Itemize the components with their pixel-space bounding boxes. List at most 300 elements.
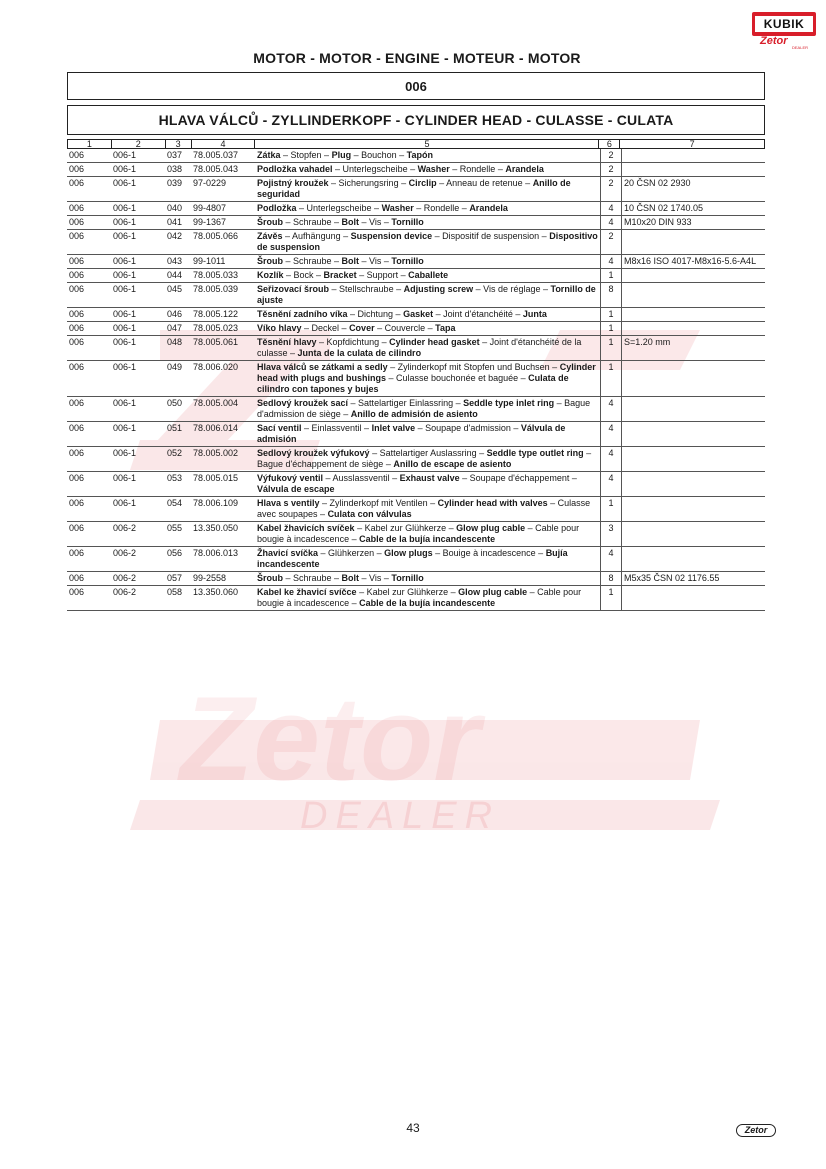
- part-number-cell: 99-1011: [193, 256, 226, 266]
- description-en: Exhaust valve: [399, 473, 460, 483]
- table-row: [67, 572, 765, 586]
- position-cell: 037: [167, 150, 183, 160]
- position-cell: 053: [167, 473, 183, 483]
- part-number-cell: 99-2558: [193, 573, 227, 583]
- kubik-logo-text: KUBIK: [755, 16, 813, 32]
- table-row: [67, 230, 765, 255]
- description-cz: Podložka vahadel: [257, 164, 333, 174]
- table-row: [67, 361, 765, 397]
- description-de: – Sicherungsring –: [328, 178, 409, 188]
- table-row: [67, 472, 765, 497]
- description-cz: Kabel ke žhavicí svíčce: [257, 587, 357, 597]
- subgroup-cell: 006-2: [113, 587, 137, 597]
- description-fr: – Joint d'étanchéité de la culasse –: [257, 337, 582, 358]
- note-cell: [621, 472, 765, 496]
- table-row: [67, 522, 765, 547]
- group-cell: 006: [69, 217, 85, 227]
- position-cell: 038: [167, 164, 183, 174]
- group-cell: 006: [69, 178, 85, 188]
- table-row: [67, 202, 765, 216]
- position-cell: 044: [167, 270, 183, 280]
- description-cell: [255, 177, 600, 201]
- group-cell: 006: [69, 398, 85, 408]
- description-es: Válvula de escape: [257, 484, 335, 494]
- subgroup-cell: 006-2: [113, 573, 137, 583]
- description-cell: [255, 472, 600, 496]
- position-cell: 041: [167, 217, 183, 227]
- group-code: 006: [67, 72, 765, 100]
- table-body: [67, 149, 765, 611]
- column-header: 4: [192, 140, 256, 148]
- table-row: [67, 216, 765, 230]
- quantity-cell: 4: [600, 397, 621, 421]
- column-header: 2: [112, 140, 166, 148]
- description-de: – Zylinderkopf mit Stopfen und Buchsen –: [387, 362, 560, 372]
- description-es: Caballete: [408, 270, 449, 280]
- description-es: Tapón: [406, 150, 433, 160]
- note-cell: [621, 547, 765, 571]
- position-cell: 040: [167, 203, 183, 213]
- subgroup-cell: 006-1: [113, 178, 137, 188]
- note-cell: [621, 361, 765, 396]
- position-cell: 058: [167, 587, 183, 597]
- subgroup-cell: 006-1: [113, 164, 137, 174]
- part-number-cell: 78.005.023: [193, 323, 239, 333]
- group-cell: 006: [69, 203, 85, 213]
- description-en: Inlet valve: [371, 423, 416, 433]
- description-de: – Stellschraube –: [329, 284, 404, 294]
- quantity-cell: 1: [600, 269, 621, 282]
- description-cell: [255, 447, 600, 471]
- group-cell: 006: [69, 284, 85, 294]
- description-de: – Schraube –: [283, 256, 342, 266]
- note-cell: [621, 422, 765, 446]
- table-row: [67, 586, 765, 611]
- description-cell: [255, 497, 600, 521]
- description-cz: Sedlový kroužek výfukový: [257, 448, 370, 458]
- description-de: – Kabel zur Glühkerze –: [354, 523, 457, 533]
- position-cell: 056: [167, 548, 183, 558]
- group-cell: 006: [69, 573, 85, 583]
- subgroup-cell: 006-1: [113, 448, 137, 458]
- note-cell: [621, 230, 765, 254]
- part-number-cell: 78.005.004: [193, 398, 239, 408]
- subgroup-cell: 006-1: [113, 362, 137, 372]
- description-fr: – Support –: [356, 270, 409, 280]
- description-cz: Výfukový ventil: [257, 473, 324, 483]
- part-number-cell: 78.006.109: [193, 498, 239, 508]
- description-de: – Sattelartiger Einlassring –: [348, 398, 464, 408]
- position-cell: 057: [167, 573, 183, 583]
- subgroup-cell: 006-1: [113, 498, 137, 508]
- part-number-cell: 99-4807: [193, 203, 227, 213]
- group-cell: 006: [69, 473, 85, 483]
- group-cell: 006: [69, 150, 85, 160]
- description-cell: [255, 202, 600, 215]
- table-row: [67, 336, 765, 361]
- position-cell: 050: [167, 398, 183, 408]
- quantity-cell: 1: [600, 308, 621, 321]
- part-number-cell: 78.006.013: [193, 548, 239, 558]
- description-cell: [255, 361, 600, 396]
- position-cell: 055: [167, 523, 183, 533]
- table-row: [67, 149, 765, 163]
- description-fr: – Soupape d'admission –: [415, 423, 521, 433]
- subgroup-cell: 006-1: [113, 231, 137, 241]
- kubik-zetor-logo: [752, 12, 816, 48]
- description-fr: – Vis –: [359, 256, 392, 266]
- zetor-logo-text: Zetor: [760, 35, 788, 47]
- description-es: Junta de la culata de cilindro: [297, 348, 422, 358]
- description-de: – Dichtung –: [347, 309, 404, 319]
- note-cell: [621, 322, 765, 335]
- description-cz: Kozlík: [257, 270, 284, 280]
- description-cz: Pojistný kroužek: [257, 178, 329, 188]
- subgroup-cell: 006-1: [113, 150, 137, 160]
- description-cz: Šroub: [257, 256, 283, 266]
- part-number-cell: 78.005.033: [193, 270, 239, 280]
- description-de: – Stopfen –: [280, 150, 332, 160]
- quantity-cell: 4: [600, 547, 621, 571]
- quantity-cell: 4: [600, 447, 621, 471]
- group-cell: 006: [69, 423, 85, 433]
- description-cell: [255, 269, 600, 282]
- part-number-cell: 78.006.020: [193, 362, 239, 372]
- description-cell: [255, 216, 600, 229]
- zetor-footer-logo: Zetor: [736, 1124, 776, 1137]
- description-en: Glow plugs: [384, 548, 433, 558]
- description-de: – Einlassventil –: [301, 423, 372, 433]
- table-row: [67, 397, 765, 422]
- group-cell: 006: [69, 256, 85, 266]
- description-en: Seddle type inlet ring: [463, 398, 555, 408]
- table-row: [67, 269, 765, 283]
- part-number-cell: 97-0229: [193, 178, 227, 188]
- note-cell: [621, 149, 765, 162]
- description-cz: Sací ventil: [257, 423, 302, 433]
- description-de: – Schraube –: [283, 217, 342, 227]
- description-cell: [255, 397, 600, 421]
- description-cell: [255, 308, 600, 321]
- table-row: [67, 497, 765, 522]
- note-cell: [621, 163, 765, 176]
- column-header: 7: [689, 139, 695, 149]
- description-en: Circlip: [408, 178, 437, 188]
- column-header: 1: [68, 140, 112, 148]
- subgroup-cell: 006-1: [113, 398, 137, 408]
- description-fr: – Rondelle –: [449, 164, 506, 174]
- description-cz: Hlava s ventily: [257, 498, 320, 508]
- description-en: Cover: [349, 323, 375, 333]
- note-cell: [621, 586, 765, 610]
- description-de: – Deckel –: [301, 323, 350, 333]
- description-es: Tornillo: [391, 256, 424, 266]
- note-cell: [621, 397, 765, 421]
- watermark-zetor-text: Zetor: [180, 672, 480, 806]
- description-de: – Kopfdichtung –: [316, 337, 390, 347]
- description-cell: [255, 163, 600, 176]
- description-cell: [255, 322, 600, 335]
- description-fr: – Couvercle –: [374, 323, 436, 333]
- subgroup-cell: 006-1: [113, 423, 137, 433]
- description-en: Bolt: [341, 217, 360, 227]
- description-cell: [255, 230, 600, 254]
- description-cz: Hlava válců se zátkami a sedly: [257, 362, 388, 372]
- subgroup-cell: 006-1: [113, 256, 137, 266]
- description-fr: – Cable pour bougie à incadescence –: [257, 587, 582, 608]
- group-cell: 006: [69, 231, 85, 241]
- quantity-cell: 3: [600, 522, 621, 546]
- description-fr: – Bouchon –: [351, 150, 407, 160]
- description-fr: – Bouige à incadescence –: [432, 548, 546, 558]
- table-row: [67, 322, 765, 336]
- note-cell: M5x35 ČSN 02 1176.55: [621, 572, 765, 585]
- description-fr: – Anneau de retenue –: [436, 178, 533, 188]
- description-en: Cylinder head with valves: [437, 498, 548, 508]
- description-es: Arandela: [469, 203, 508, 213]
- description-fr: – Bague d'admission de siège –: [257, 398, 591, 419]
- quantity-cell: 1: [600, 322, 621, 335]
- description-fr: – Vis –: [359, 573, 392, 583]
- description-de: – Bock –: [283, 270, 324, 280]
- description-cz: Závěs: [257, 231, 283, 241]
- description-cz: Těsnění hlavy: [257, 337, 317, 347]
- description-cz: Sedlový kroužek sací: [257, 398, 349, 408]
- quantity-cell: 4: [600, 202, 621, 215]
- description-cell: [255, 149, 600, 162]
- quantity-cell: 2: [600, 177, 621, 201]
- note-cell: [621, 497, 765, 521]
- column-header: 3: [166, 140, 192, 148]
- group-cell: 006: [69, 164, 85, 174]
- description-en: Adjusting screw: [403, 284, 474, 294]
- description-en: Suspension device: [350, 231, 433, 241]
- note-cell: [621, 447, 765, 471]
- description-es: Bujía incandescente: [257, 548, 568, 569]
- part-number-cell: 78.005.015: [193, 473, 239, 483]
- position-cell: 048: [167, 337, 183, 347]
- description-es: Anillo de admisión de asiento: [350, 409, 478, 419]
- page-number: 43: [406, 1121, 420, 1135]
- position-cell: 045: [167, 284, 183, 294]
- description-fr: – Rondelle –: [413, 203, 470, 213]
- description-fr: – Joint d'étanchéité –: [433, 309, 523, 319]
- quantity-cell: 2: [600, 230, 621, 254]
- part-number-cell: 13.350.060: [193, 587, 239, 597]
- quantity-cell: 1: [600, 336, 621, 360]
- description-de: – Aufhängung –: [282, 231, 351, 241]
- description-de: – Unterlegscheibe –: [332, 164, 418, 174]
- table-row: [67, 177, 765, 202]
- description-cell: [255, 547, 600, 571]
- description-en: Glow plug cable: [458, 587, 528, 597]
- description-en: Washer: [381, 203, 414, 213]
- description-en: Bracket: [323, 270, 357, 280]
- note-cell: M8x16 ISO 4017-M8x16-5.6-A4L: [621, 255, 765, 268]
- description-en: Seddle type outlet ring: [486, 448, 584, 458]
- subgroup-cell: 006-2: [113, 523, 137, 533]
- subgroup-cell: 006-1: [113, 473, 137, 483]
- quantity-cell: 1: [600, 497, 621, 521]
- description-es: Tornillo: [391, 217, 424, 227]
- note-cell: 10 ČSN 02 1740.05: [621, 202, 765, 215]
- description-es: Junta: [522, 309, 547, 319]
- note-cell: [621, 269, 765, 282]
- table-row: [67, 447, 765, 472]
- position-cell: 046: [167, 309, 183, 319]
- subgroup-cell: 006-1: [113, 270, 137, 280]
- quantity-cell: 1: [600, 361, 621, 396]
- description-fr: – Dispositif de suspension –: [432, 231, 550, 241]
- quantity-cell: 1: [600, 586, 621, 610]
- table-header: [67, 139, 765, 149]
- group-cell: 006: [69, 587, 85, 597]
- part-number-cell: 78.005.039: [193, 284, 239, 294]
- position-cell: 043: [167, 256, 183, 266]
- description-cz: Žhavicí svíčka: [257, 548, 319, 558]
- section-title: MOTOR - MOTOR - ENGINE - MOTEUR - MOTOR: [253, 50, 581, 66]
- note-cell: [621, 522, 765, 546]
- description-fr: – Culasse bouchonée et baguée –: [386, 373, 529, 383]
- group-title: HLAVA VÁLCŮ - ZYLLINDERKOPF - CYLINDER HEAD - CULASSE - CULATA: [67, 105, 765, 135]
- group-cell: 006: [69, 448, 85, 458]
- description-cell: [255, 522, 600, 546]
- description-cz: Víko hlavy: [257, 323, 302, 333]
- position-cell: 047: [167, 323, 183, 333]
- parts-table: [67, 139, 765, 611]
- note-cell: [621, 308, 765, 321]
- position-cell: 054: [167, 498, 183, 508]
- description-en: Bolt: [341, 573, 360, 583]
- subgroup-cell: 006-1: [113, 284, 137, 294]
- description-en: Washer: [417, 164, 450, 174]
- description-es: Válvula de admisión: [257, 423, 566, 444]
- column-header: 6: [599, 140, 620, 148]
- description-es: Culata de cilindro con tapones y bujes: [257, 373, 569, 394]
- group-cell: 006: [69, 498, 85, 508]
- table-row: [67, 283, 765, 308]
- note-cell: S=1.20 mm: [621, 336, 765, 360]
- description-en: Bolt: [341, 256, 360, 266]
- description-en: Plug: [331, 150, 352, 160]
- description-es: Tornillo de ajuste: [257, 284, 596, 305]
- part-number-cell: 78.005.122: [193, 309, 239, 319]
- description-de: – Zylinderkopf mit Ventilen –: [319, 498, 438, 508]
- part-number-cell: 78.005.037: [193, 150, 239, 160]
- subgroup-cell: 006-1: [113, 203, 137, 213]
- description-en: Gasket: [403, 309, 434, 319]
- position-cell: 051: [167, 423, 183, 433]
- description-de: – Kabel zur Glühkerze –: [356, 587, 459, 597]
- quantity-cell: 4: [600, 472, 621, 496]
- table-row: [67, 255, 765, 269]
- group-cell: 006: [69, 523, 85, 533]
- part-number-cell: 78.005.002: [193, 448, 239, 458]
- quantity-cell: 8: [600, 283, 621, 307]
- table-row: [67, 422, 765, 447]
- description-cz: Těsnění zadního víka: [257, 309, 348, 319]
- description-cell: [255, 422, 600, 446]
- quantity-cell: 2: [600, 163, 621, 176]
- description-fr: – Culasse avec soupapes –: [257, 498, 591, 519]
- description-de: – Sattelartiger Auslassring –: [369, 448, 487, 458]
- description-es: Anillo de seguridad: [257, 178, 571, 199]
- quantity-cell: 4: [600, 255, 621, 268]
- description-cz: Kabel žhavicích svíček: [257, 523, 355, 533]
- group-cell: 006: [69, 270, 85, 280]
- description-en: Cylinder head gasket: [389, 337, 480, 347]
- part-number-cell: 78.006.014: [193, 423, 239, 433]
- description-es: Culata con válvulas: [327, 509, 412, 519]
- description-es: Cable de la bujía incandescente: [359, 534, 496, 544]
- description-cell: [255, 255, 600, 268]
- description-en: Glow plug cable: [456, 523, 526, 533]
- group-cell: 006: [69, 548, 85, 558]
- group-cell: 006: [69, 309, 85, 319]
- description-es: Cable de la bujía incandescente: [359, 598, 496, 608]
- quantity-cell: 4: [600, 216, 621, 229]
- position-cell: 049: [167, 362, 183, 372]
- subgroup-cell: 006-1: [113, 323, 137, 333]
- description-cz: Šroub: [257, 217, 283, 227]
- note-cell: [621, 283, 765, 307]
- part-number-cell: 13.350.050: [193, 523, 239, 533]
- description-es: Arandela: [505, 164, 544, 174]
- position-cell: 042: [167, 231, 183, 241]
- subgroup-cell: 006-1: [113, 337, 137, 347]
- part-number-cell: 78.005.061: [193, 337, 239, 347]
- part-number-cell: 78.005.043: [193, 164, 239, 174]
- table-row: [67, 163, 765, 177]
- subgroup-cell: 006-2: [113, 548, 137, 558]
- quantity-cell: 4: [600, 422, 621, 446]
- description-de: – Ausslassventil –: [323, 473, 400, 483]
- column-header: 5: [255, 140, 599, 148]
- description-fr: – Cable pour bougie à incadescence –: [257, 523, 580, 544]
- description-cell: [255, 572, 600, 585]
- watermark-dealer-text: DEALER: [300, 795, 501, 837]
- description-cz: Seřizovací šroub: [257, 284, 330, 294]
- subgroup-cell: 006-1: [113, 309, 137, 319]
- description-en: Cylinder head with plugs and bushings: [257, 362, 596, 383]
- table-row: [67, 308, 765, 322]
- description-fr: – Vis –: [359, 217, 392, 227]
- dealer-logo-text: DEALER: [792, 45, 809, 50]
- description-de: – Glühkerzen –: [318, 548, 385, 558]
- quantity-cell: 2: [600, 149, 621, 162]
- position-cell: 052: [167, 448, 183, 458]
- group-cell: 006: [69, 337, 85, 347]
- description-cell: [255, 586, 600, 610]
- group-cell: 006: [69, 323, 85, 333]
- quantity-cell: 8: [600, 572, 621, 585]
- description-cz: Podložka: [257, 203, 297, 213]
- position-cell: 039: [167, 178, 183, 188]
- description-fr: – Soupape d'échappement –: [459, 473, 577, 483]
- description-cell: [255, 283, 600, 307]
- description-fr: – Bague d'échappement de siège –: [257, 448, 592, 469]
- note-cell: M10x20 DIN 933: [621, 216, 765, 229]
- description-es: Anillo de escape de asiento: [393, 459, 512, 469]
- note-cell: 20 ČSN 02 2930: [621, 177, 765, 201]
- description-es: Tornillo: [391, 573, 424, 583]
- description-cz: Šroub: [257, 573, 283, 583]
- part-number-cell: 78.005.066: [193, 231, 239, 241]
- description-de: – Schraube –: [283, 573, 342, 583]
- part-number-cell: 99-1367: [193, 217, 227, 227]
- description-de: – Unterlegscheibe –: [296, 203, 382, 213]
- description-cell: [255, 336, 600, 360]
